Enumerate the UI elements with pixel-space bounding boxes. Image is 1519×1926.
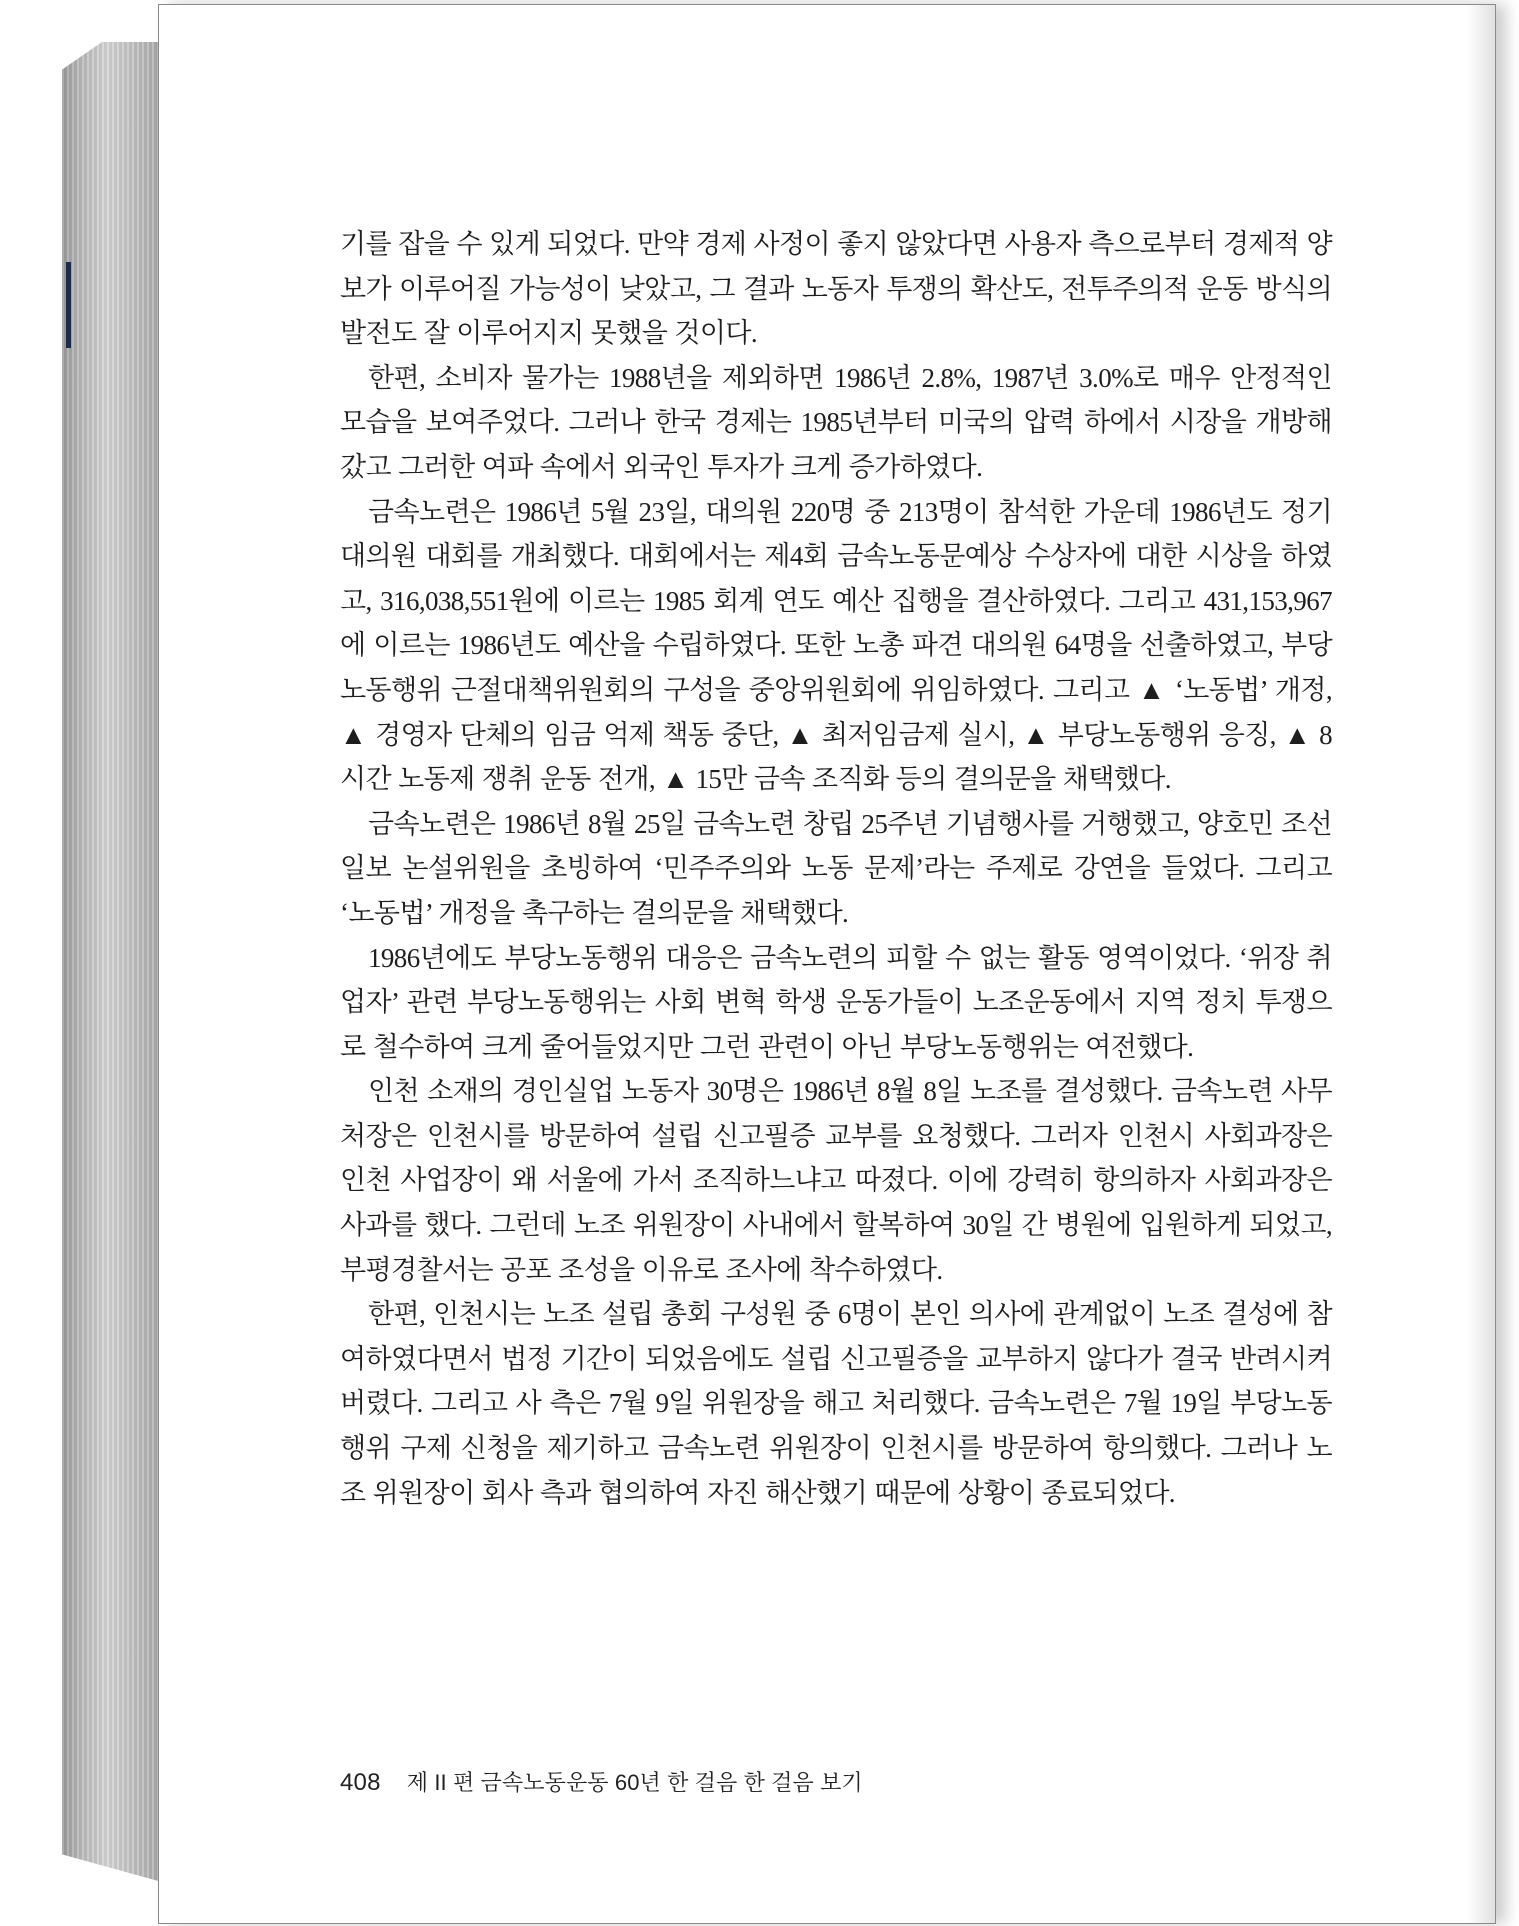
paragraph: 한편, 인천시는 노조 설립 총회 구성원 중 6명이 본인 의사에 관계없이 노조 결성에 참여하였다면서 법정 기간이 되었음에도 설립 신고필증을 교부하지 않다가 결국 반려시켜버렸다. 그리고 사 측은 7월 9일 위원장을 해고 처리했다. 금속노련은 7월 19일 부당노동행위 구제 신청을 제기하고 금속노련 위원장이 인천시를 방문하여 항의했다. 그러나 노조 위원장이 회사 측과 협의하여 자진 해산했기 때문에 상황이 종료되었다. [340, 1299, 1332, 1508]
paragraph: 금속노련은 1986년 5월 23일, 대의원 220명 중 213명이 참석한 가운데 1986년도 정기 대의원 대회를 개최했다. 대회에서는 제4회 금속노동문예상 수상자에 대한 시상을 하였고, 316,038,551원에 이르는 1985 회계 연도 예산 집행을 결산하였다. 그리고 431,153,967에 이르는 1986년도 예산을 수립하였다. 또한 노총 파견 대의원 64명을 선출하였고, 부당노동행위 근절대책위원회의 구성을 중앙위원회에 위임하였다. 그리고 ▲ ‘노동법’ 개정, ▲ 경영자 단체의 임금 억제 책동 중단, ▲ 최저임금제 실시, ▲ 부당노동행위 응징, ▲ 8시간 노동제 쟁취 운동 전개, ▲ 15만 금속 조직화 등의 결의문을 채택했다. [340, 496, 1332, 795]
paragraph: 금속노련은 1986년 8월 25일 금속노련 창립 25주년 기념행사를 거행했고, 양호민 조선일보 논설위원을 초빙하여 ‘민주주의와 노동 문제’라는 주제로 강연을 들었다. 그리고 ‘노동법’ 개정을 촉구하는 결의문을 채택했다. [340, 808, 1332, 928]
paragraph: 인천 소재의 경인실업 노동자 30명은 1986년 8월 8일 노조를 결성했다. 금속노련 사무처장은 인천시를 방문하여 설립 신고필증 교부를 요청했다. 그러자 인천시 사회과장은 인천 사업장이 왜 서울에 가서 조직하느냐고 따졌다. 이에 강력히 항의하자 사회과장은 사과를 했다. 그런데 노조 위원장이 사내에서 할복하여 30일 간 병원에 입원하게 되었고, 부평경찰서는 공포 조성을 이유로 조사에 착수하였다. [340, 1076, 1332, 1285]
page-number: 408 [340, 1769, 381, 1796]
section-title: 제 II 편 금속노동운동 60년 한 걸음 한 걸음 보기 [406, 1770, 863, 1795]
bookmark-ribbon [66, 262, 71, 348]
page-footer [340, 1766, 863, 1797]
paragraph: 1986년에도 부당노동행위 대응은 금속노련의 피할 수 없는 활동 영역이었다. ‘위장 취업자’ 관련 부당노동행위는 사회 변혁 학생 운동가들이 노조운동에서 지역 정치 투쟁으로 철수하여 크게 줄어들었지만 그런 관련이 아닌 부당노동행위는 여전했다. [340, 942, 1332, 1062]
book-page-edges [62, 42, 162, 1882]
body-text [340, 222, 1332, 1515]
paragraph: 기를 잡을 수 있게 되었다. 만약 경제 사정이 좋지 않았다면 사용자 측으로부터 경제적 양보가 이루어질 가능성이 낮았고, 그 결과 노동자 투쟁의 확산도, 전투주의적 운동 방식의 발전도 잘 이루어지지 못했을 것이다. [340, 229, 1332, 349]
paragraph: 한편, 소비자 물가는 1988년을 제외하면 1986년 2.8%, 1987년 3.0%로 매우 안정적인 모습을 보여주었다. 그러나 한국 경제는 1985년부터 미국의 압력 하에서 시장을 개방해 갔고 그러한 여파 속에서 외국인 투자가 크게 증가하였다. [340, 362, 1332, 482]
